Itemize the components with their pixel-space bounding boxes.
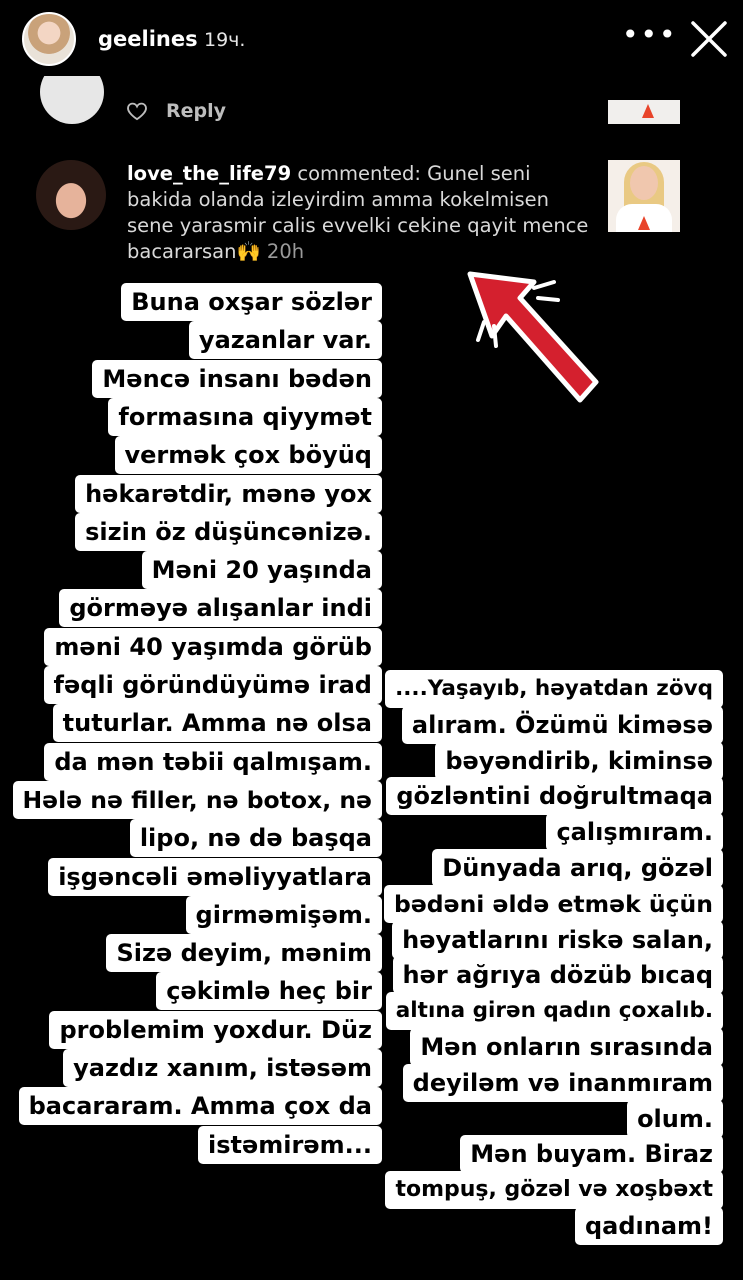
story-text-line: problemim yoxdur. Düz bbox=[49, 1011, 382, 1049]
story-text-line: məni 40 yaşımda görüb bbox=[44, 628, 382, 666]
story-text-line: görməyə alışanlar indi bbox=[59, 589, 382, 627]
story-text-line: girməmişəm. bbox=[186, 896, 382, 934]
story-text-line: sizin öz düşüncənizə. bbox=[75, 513, 382, 551]
story-username[interactable]: geelines bbox=[98, 27, 198, 51]
reply-link[interactable]: Reply bbox=[166, 100, 227, 122]
story-text-line: formasına qiyymət bbox=[108, 398, 382, 436]
post-thumbnail bbox=[608, 160, 680, 232]
more-options-icon[interactable]: ••• bbox=[622, 18, 678, 51]
story-time: 19ч. bbox=[204, 29, 246, 51]
commenter-avatar[interactable] bbox=[36, 160, 106, 230]
story-text-line: istəmirəm... bbox=[198, 1126, 382, 1164]
story-text-line: Sizə deyim, mənim bbox=[106, 934, 382, 972]
story-text-line: işgəncəli əməliyyatlara bbox=[48, 858, 382, 896]
story-text-line: Məni 20 yaşında bbox=[142, 551, 382, 589]
story-text-line: tompuş, gözəl və xoşbəxt bbox=[385, 1171, 723, 1209]
story-text-line: altına girən qadın çoxalıb. bbox=[386, 992, 723, 1030]
comment-time: 20h bbox=[260, 240, 305, 263]
comment-body: commented: Gunel seni bakida olanda izleyirdim amma kokelmisen sene yarasmir calis evvelki cekine qayit mence bacararsan🙌 bbox=[127, 162, 589, 263]
comment-text bbox=[127, 161, 597, 265]
story-text-line: yazdız xanım, istəsəm bbox=[63, 1049, 382, 1087]
commenter-username[interactable]: love_the_life79 bbox=[127, 162, 292, 185]
profile-avatar[interactable] bbox=[22, 12, 76, 66]
close-icon[interactable] bbox=[690, 20, 728, 58]
story-text-line: da mən təbii qalmışam. bbox=[44, 743, 382, 781]
story-text-line: Dünyada arıq, gözəl bbox=[432, 849, 723, 887]
story-text-line: Buna oxşar sözlər bbox=[121, 283, 382, 321]
story-text-line: çəkimlə heç bir bbox=[156, 972, 382, 1010]
story-text-right bbox=[382, 670, 723, 1240]
story-text-line: Hələ nə filler, nə botox, nə bbox=[13, 781, 382, 819]
story-text-line: bədəni əldə etmək üçün bbox=[384, 885, 723, 923]
previous-comment-avatar bbox=[40, 76, 104, 124]
story-text-line: Mən onların sırasında bbox=[410, 1028, 723, 1066]
story-text-line: bəyəndirib, kiminsə bbox=[435, 742, 723, 780]
story-text-line: olum. bbox=[627, 1100, 723, 1138]
story-text-line: bacararam. Amma çox da bbox=[19, 1087, 382, 1125]
red-arrow-sticker bbox=[462, 262, 612, 412]
story-text-line: çalışmıram. bbox=[546, 813, 723, 851]
story-text-line: vermək çox böyüq bbox=[115, 436, 383, 474]
story-text-line: hər ağrıya dözüb bıcaq bbox=[393, 956, 723, 994]
story-text-line: alıram. Özümü kiməsə bbox=[402, 706, 723, 744]
story-text-line: fəqli göründüyümə irad bbox=[44, 666, 382, 704]
story-text-line: ....Yaşayıb, həyatdan zövq bbox=[385, 670, 723, 708]
story-text-line: həkarətdir, mənə yox bbox=[75, 475, 382, 513]
story-text-line: Mən buyam. Biraz bbox=[460, 1135, 723, 1173]
story-text-line: lipo, nə də başqa bbox=[130, 819, 382, 857]
story-text-line: Məncə insanı bədən bbox=[92, 360, 382, 398]
story-text-line: gözləntini doğrultmaqa bbox=[386, 777, 723, 815]
story-text-line: deyiləm və inanmıram bbox=[403, 1064, 723, 1102]
like-heart-icon[interactable] bbox=[126, 101, 148, 121]
story-text-line: həyatlarını riskə salan, bbox=[392, 921, 723, 959]
story-text-line: tuturlar. Amma nə olsa bbox=[53, 704, 382, 742]
story-text-line: yazanlar var. bbox=[189, 321, 382, 359]
story-text-left bbox=[0, 283, 382, 1173]
post-thumbnail-previous bbox=[608, 100, 680, 124]
story-header bbox=[0, 0, 743, 80]
story-text-line: qadınam! bbox=[575, 1207, 723, 1245]
